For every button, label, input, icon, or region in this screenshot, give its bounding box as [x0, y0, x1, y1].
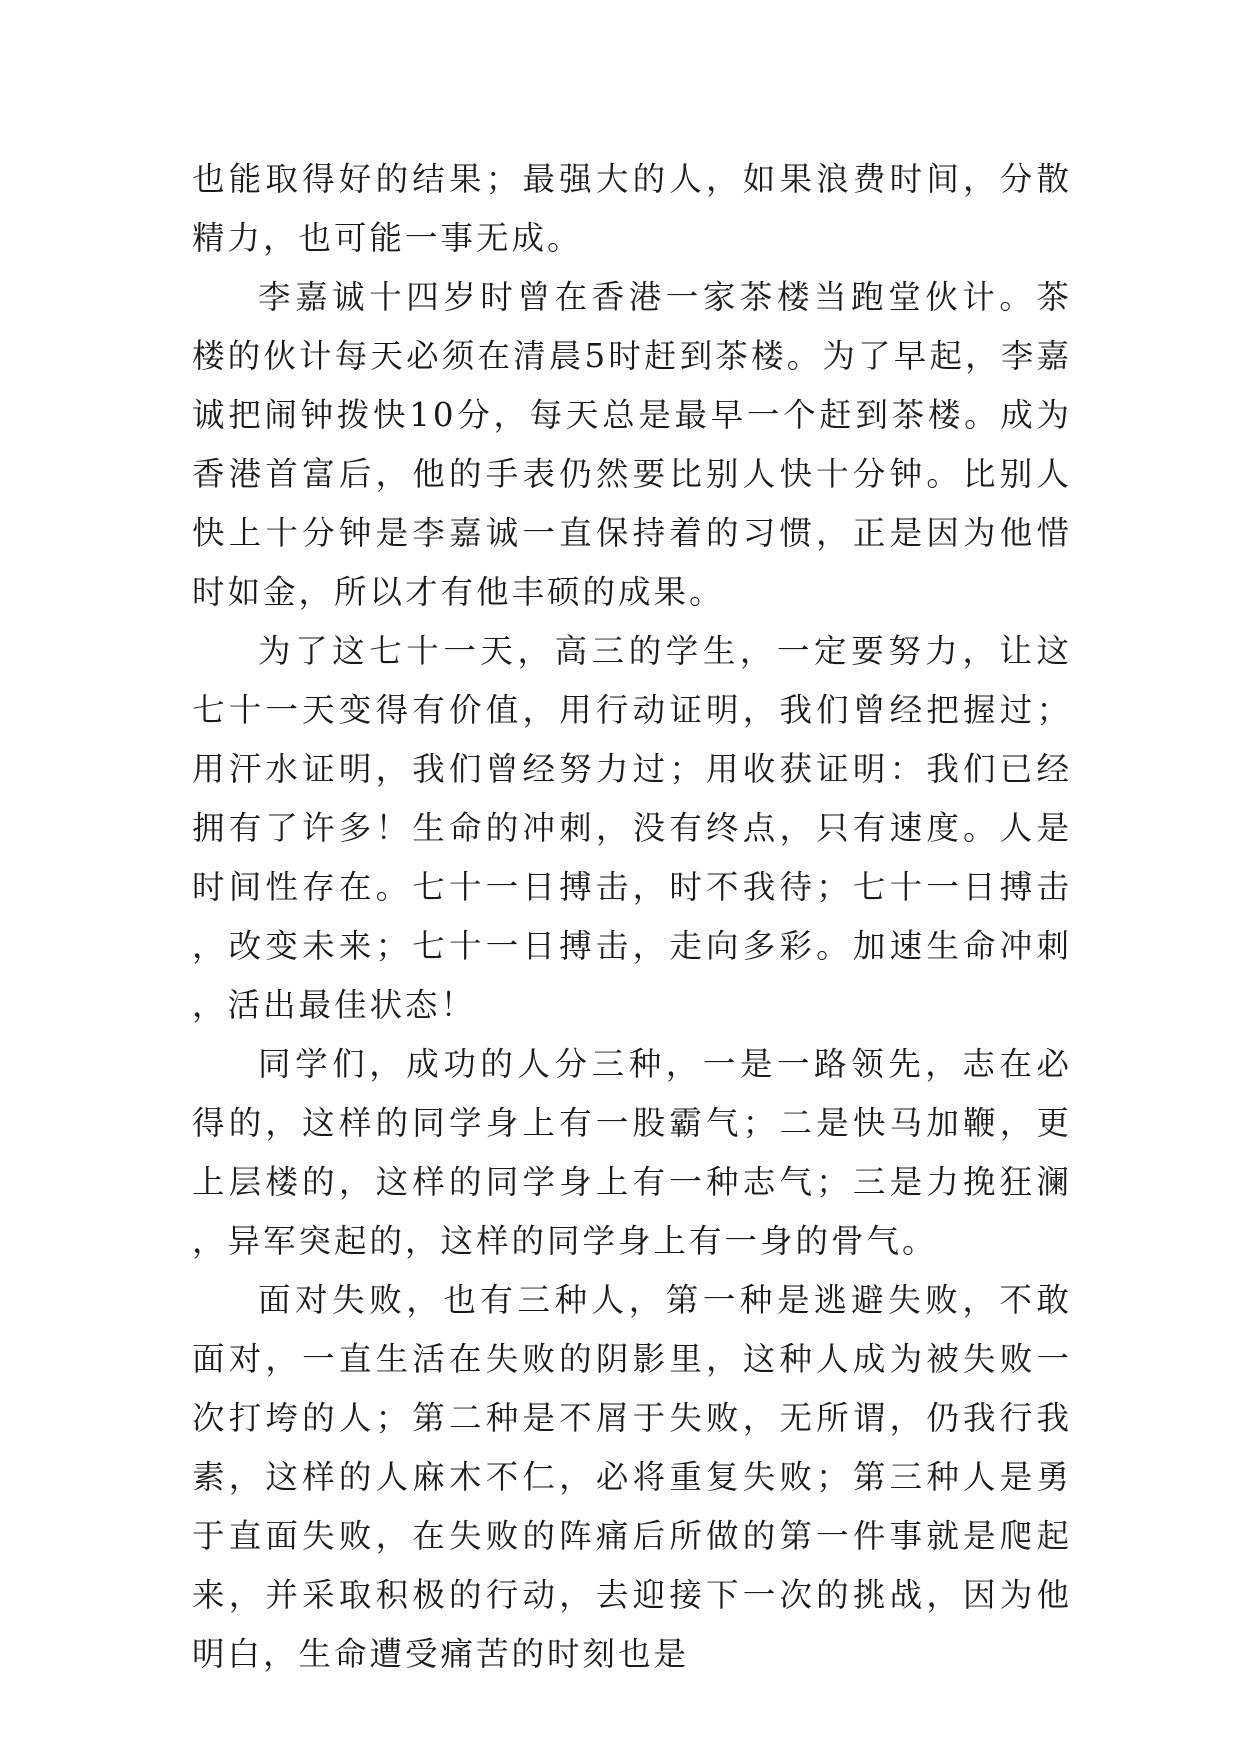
paragraph-facing-failure: 面对失败，也有三种人，第一种是逃避失败，不敢面对，一直生活在失败的阴影里，这种人成为被失败一次打垮的人；第二种是不屑于失败，无所谓，仍我行我素，这样的人麻木不仁，必将重复失败；第三种人是勇于直面失败，在失败的阵痛后所做的第一件事就是爬起来，并采取积极的行动，去迎接下一次的挑战，因为他明白，生命遭受痛苦的时刻也是 [192, 1281, 1072, 1673]
paragraph-seventy-one-days: 为了这七十一天，高三的学生，一定要努力，让这七十一天变得有价值，用行动证明，我们曾经把握过；用汗水证明，我们曾经努力过；用收获证明：我们已经拥有了许多！生命的冲刺，没有终点，只有速度。人是时间性存在。七十一日搏击，时不我待；七十一日搏击，改变未来；七十一日搏击，走向多彩。加速生命冲刺，活出最佳状态！ [192, 632, 1072, 1024]
paragraph-li-jiacheng: 李嘉诚十四岁时曾在香港一家茶楼当跑堂伙计。茶楼的伙计每天必须在清晨5时赶到茶楼。为了早起，李嘉诚把闹钟拨快10分，每天总是最早一个赶到茶楼。成为香港首富后，他的手表仍然要比别人快十分钟。比别人快上十分钟是李嘉诚一直保持着的习惯，正是因为他惜时如金，所以才有他丰硕的成果。 [192, 278, 1072, 611]
paragraph-continuation: 也能取得好的结果；最强大的人，如果浪费时间，分散精力，也可能一事无成。 [192, 160, 1072, 257]
paragraph-three-kinds-success: 同学们，成功的人分三种，一是一路领先，志在必得的，这样的同学身上有一股霸气；二是快马加鞭，更上层楼的，这样的同学身上有一种志气；三是力挽狂澜，异军突起的，这样的同学身上有一身的骨气。 [192, 1045, 1072, 1260]
document-body [192, 150, 1072, 1684]
